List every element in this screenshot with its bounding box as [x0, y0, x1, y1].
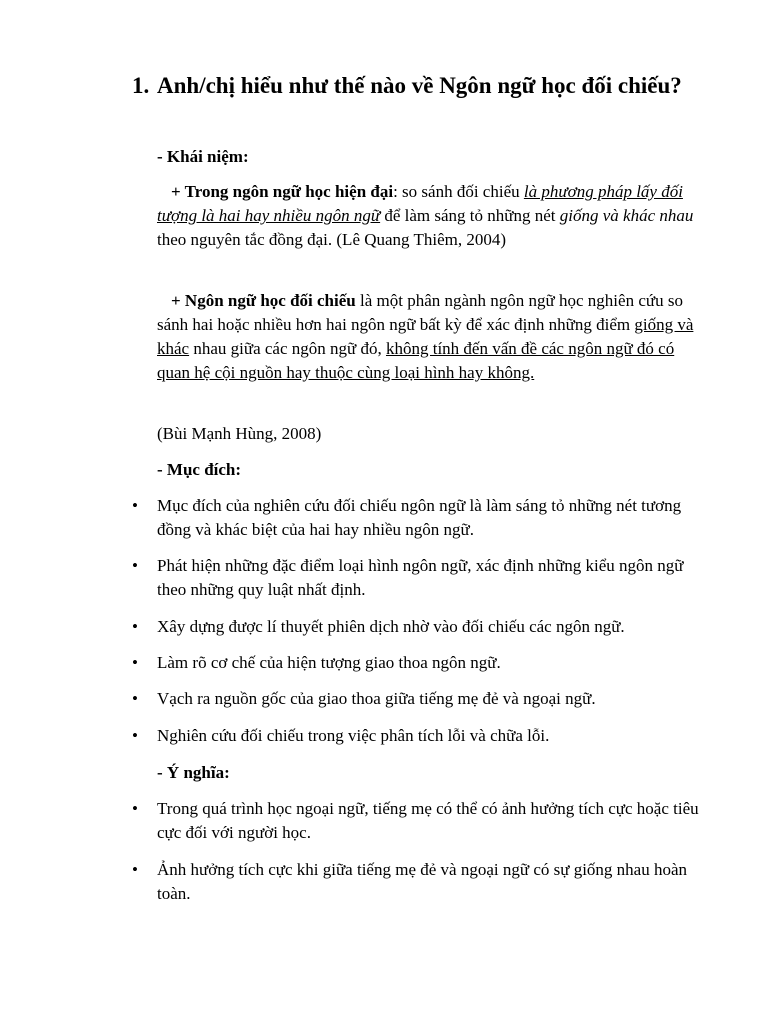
purpose-item-2: Phát hiện những đặc điểm loại hình ngôn ngữ, xác định những kiểu ngôn ngữ theo những quy luật nhất định.: [157, 556, 684, 599]
question-number: 1.: [132, 73, 150, 98]
bullet-icon: •: [132, 799, 138, 818]
purpose-item-6: Nghiên cứu đối chiếu trong việc phân tích lỗi và chữa lỗi.: [157, 726, 550, 745]
purpose-item-1: Mục đích của nghiên cứu đối chiếu ngôn ngữ là làm sáng tỏ những nét tương đồng và khác biệt của hai hay nhiều ngôn ngữ.: [157, 496, 682, 539]
purpose-item-4: Làm rõ cơ chế của hiện tượng giao thoa ngôn ngữ.: [157, 653, 501, 672]
contrastive-underlined-2: không tính đến vấn đề các ngôn ngữ đó có quan hệ cội nguồn hay thuộc cùng loại hình hay không.: [157, 339, 675, 382]
contrastive-underlined-1: giống và khác: [157, 315, 694, 358]
question-title: Anh/chị hiểu như thế nào về Ngôn ngữ học đối chiếu?: [157, 73, 682, 98]
purpose-heading: - Mục đích:: [157, 460, 242, 479]
concept-contrastive-paragraph: [157, 289, 697, 385]
modern-end-text: theo nguyên tắc đồng đại. (Lê Quang Thiêm, 2004): [157, 230, 507, 249]
modern-colon-text: : so sánh đối chiếu: [393, 182, 524, 201]
citation: (Bùi Mạnh Hùng, 2008): [157, 424, 322, 443]
concept-heading: - Khái niệm:: [157, 147, 249, 166]
contrastive-label: + Ngôn ngữ học đối chiếu: [171, 291, 356, 310]
purpose-item-3: Xây dựng được lí thuyết phiên dịch nhờ vào đối chiếu các ngôn ngữ.: [157, 617, 625, 636]
bullet-icon: •: [132, 617, 138, 636]
question-heading: [132, 70, 712, 102]
contrastive-text-2: nhau giữa các ngôn ngữ đó,: [189, 339, 386, 358]
bullet-icon: •: [132, 689, 138, 708]
bullet-icon: •: [132, 653, 138, 672]
concept-modern-paragraph: [157, 180, 697, 252]
contrastive-text-1: là một phân ngành ngôn ngữ học nghiên cứu so sánh hai hoặc nhiều hơn hai ngôn ngữ bất kỳ để xác định những điểm: [157, 291, 683, 334]
significance-item-2: Ảnh hưởng tích cực khi giữa tiếng mẹ đẻ và ngoại ngữ có sự giống nhau hoàn toàn.: [157, 860, 688, 903]
bullet-icon: •: [132, 496, 138, 515]
significance-heading: - Ý nghĩa:: [157, 763, 230, 782]
bullet-icon: •: [132, 556, 138, 575]
modern-mid-text: để làm sáng tỏ những nét: [380, 206, 560, 225]
bullet-icon: •: [132, 860, 138, 879]
modern-italic-text: giống và khác nhau: [559, 206, 694, 225]
modern-label: + Trong ngôn ngữ học hiện đại: [171, 182, 394, 201]
bullet-icon: •: [132, 726, 138, 745]
modern-definition: là phương pháp lấy đối tượng là hai hay nhiều ngôn ngữ: [157, 182, 683, 225]
significance-item-1: Trong quá trình học ngoại ngữ, tiếng mẹ có thể có ảnh hưởng tích cực hoặc tiêu cực đối với người học.: [157, 799, 699, 842]
purpose-item-5: Vạch ra nguồn gốc của giao thoa giữa tiếng mẹ đẻ và ngoại ngữ.: [157, 689, 596, 708]
